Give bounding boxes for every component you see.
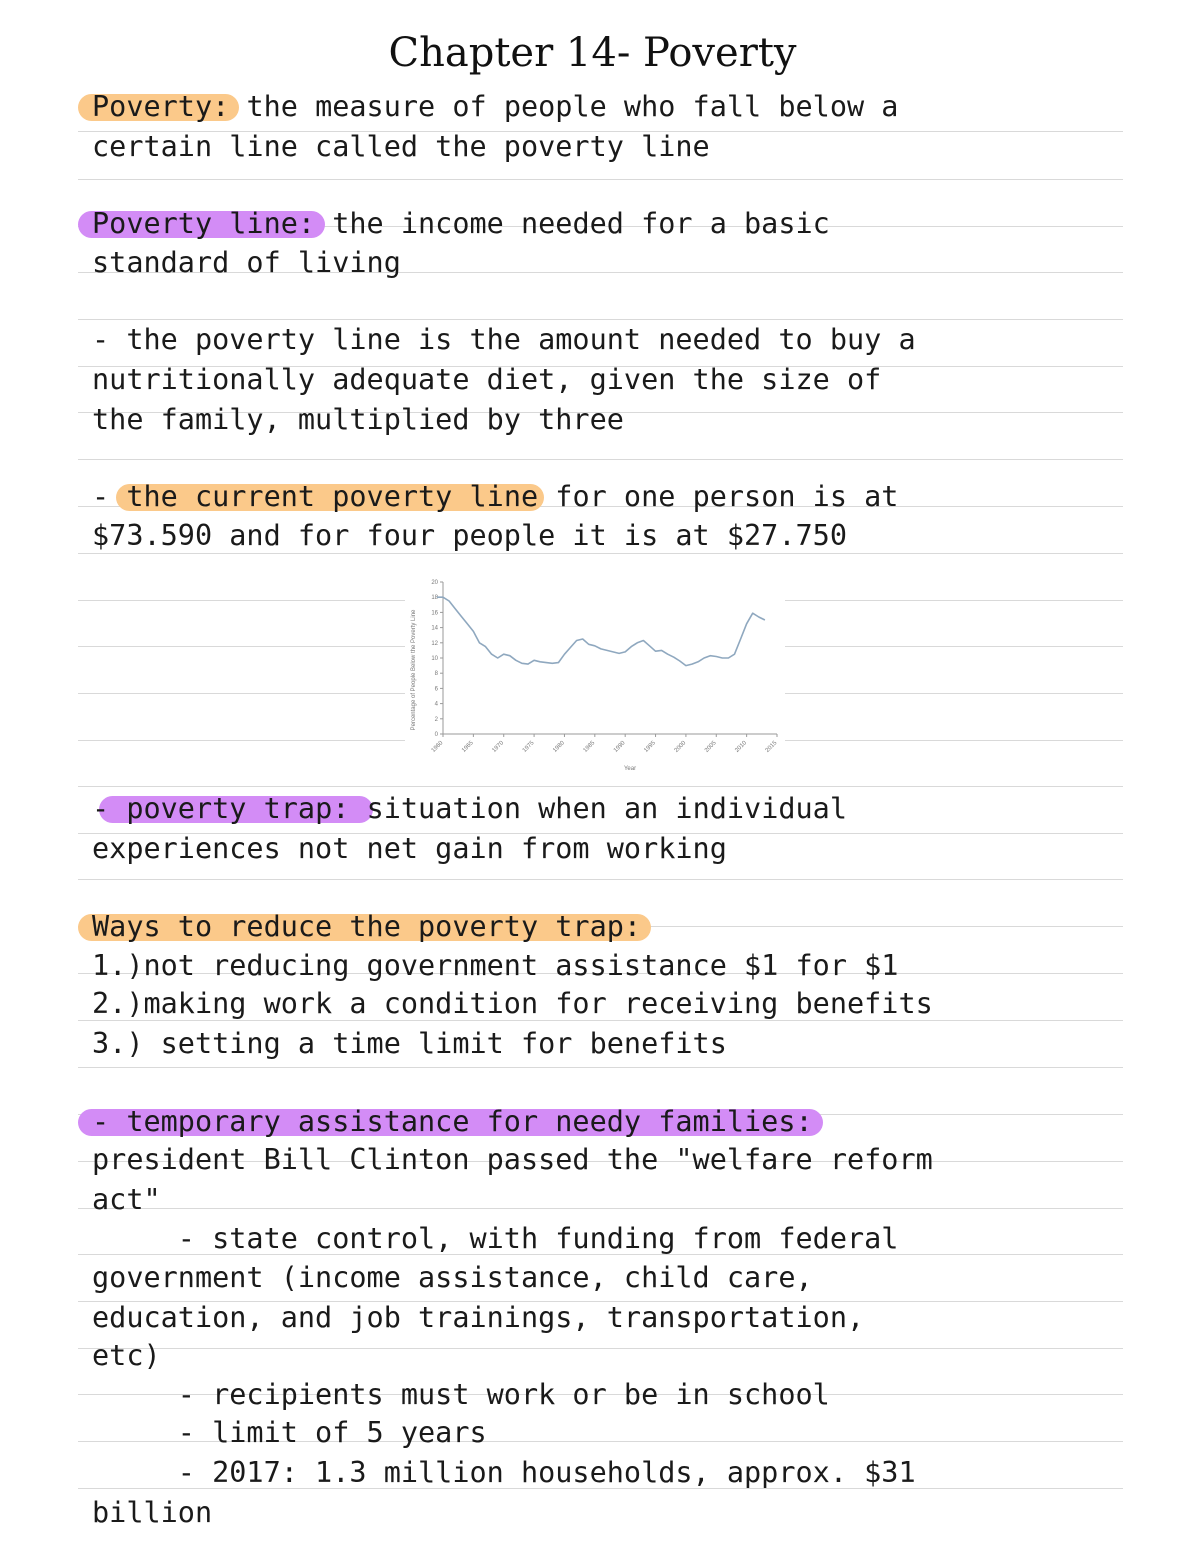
text-line: - limit of 5 years <box>92 1416 487 1449</box>
text-line: the family, multiplied by three <box>92 403 624 436</box>
highlighted-term: poverty trap: <box>109 792 367 825</box>
x-tick-label: 1975 <box>521 740 536 754</box>
x-tick-label: 2010 <box>734 740 749 754</box>
ruled-line <box>78 459 1123 460</box>
definition-poverty-line: Poverty line: the income needed for a basic <box>92 207 830 240</box>
ruled-line <box>78 553 1123 554</box>
y-tick-label: 6 <box>434 686 438 693</box>
y-tick-label: 10 <box>431 656 438 662</box>
y-axis-label: Percentage of People Below the Poverty Line <box>411 609 417 731</box>
ruled-line <box>78 879 1123 880</box>
x-tick-label: 1970 <box>491 740 506 754</box>
definition-poverty-trap: - poverty trap: situation when an individual <box>92 792 847 825</box>
page-title: Chapter 14- Poverty <box>388 30 797 76</box>
y-tick-label: 4 <box>434 701 438 708</box>
y-tick-label: 12 <box>431 640 438 647</box>
text-line: government (income assistance, child care, <box>92 1261 813 1294</box>
text-line: billion <box>92 1496 213 1529</box>
x-tick-label: 1985 <box>582 740 597 754</box>
text-line: standard of living <box>92 246 401 279</box>
y-tick-label: 2 <box>434 716 438 723</box>
text-line: etc) <box>92 1339 161 1372</box>
x-tick-label: 2015 <box>764 740 779 754</box>
ruled-line <box>78 786 1123 787</box>
y-tick-label: 8 <box>434 671 438 678</box>
x-tick-label: 1965 <box>461 740 475 754</box>
current-poverty-line-note: - the current poverty line for one person is at <box>92 480 899 513</box>
definition-poverty: Poverty: the measure of people who fall below a <box>92 90 899 123</box>
highlighted-term: Poverty line: <box>92 207 316 240</box>
y-tick-label: 0 <box>434 732 438 738</box>
list-item: 1.)not reducing government assistance $1 for $1 <box>92 949 899 982</box>
text-line: - the poverty line is the amount needed to buy a <box>92 323 916 356</box>
y-tick-label: 20 <box>431 580 438 586</box>
ruled-line <box>78 1208 1123 1209</box>
y-tick-label: 14 <box>431 625 438 632</box>
ruled-line <box>78 179 1123 180</box>
ways-heading <box>92 910 641 943</box>
ruled-line <box>78 319 1123 320</box>
text-line: - 2017: 1.3 million households, approx. $31 <box>92 1456 916 1489</box>
ruled-line <box>78 1067 1123 1068</box>
text-line: act" <box>92 1183 161 1216</box>
text-line: experiences not net gain from working <box>92 832 727 865</box>
ruled-line <box>78 1348 1123 1349</box>
y-tick-label: 18 <box>431 595 438 602</box>
highlighted-term: Ways to reduce the poverty trap: <box>92 910 642 943</box>
poverty-rate-line-chart <box>405 572 785 774</box>
text-line: - state control, with funding from federal <box>92 1222 899 1255</box>
tanf-heading <box>92 1105 813 1138</box>
text-line: certain line called the poverty line <box>92 130 710 163</box>
text-line: education, and job trainings, transportation, <box>92 1301 865 1334</box>
x-axis-label: Year <box>623 766 637 772</box>
list-item: 2.)making work a condition for receiving benefits <box>92 987 933 1020</box>
x-tick-label: 1960 <box>430 740 445 754</box>
x-tick-label: 2000 <box>673 740 688 754</box>
text-line: nutritionally adequate diet, given the size of <box>92 363 882 396</box>
text-line: $73.590 and for four people it is at $27.750 <box>92 519 847 552</box>
text-line: president Bill Clinton passed the "welfare reform <box>92 1143 933 1176</box>
ruled-line <box>78 1020 1123 1021</box>
x-tick-label: 1980 <box>552 740 566 754</box>
list-item: 3.) setting a time limit for benefits <box>92 1027 727 1060</box>
highlighted-term: - temporary assistance for needy families: <box>92 1105 813 1138</box>
x-tick-label: 1990 <box>612 740 627 754</box>
highlighted-term: Poverty: <box>92 90 230 123</box>
x-tick-label: 2005 <box>703 740 718 754</box>
y-tick-label: 16 <box>431 610 438 617</box>
x-tick-label: 1995 <box>643 740 657 754</box>
highlighted-term: the current poverty line <box>126 480 539 513</box>
text-line: - recipients must work or be in school <box>92 1378 830 1411</box>
